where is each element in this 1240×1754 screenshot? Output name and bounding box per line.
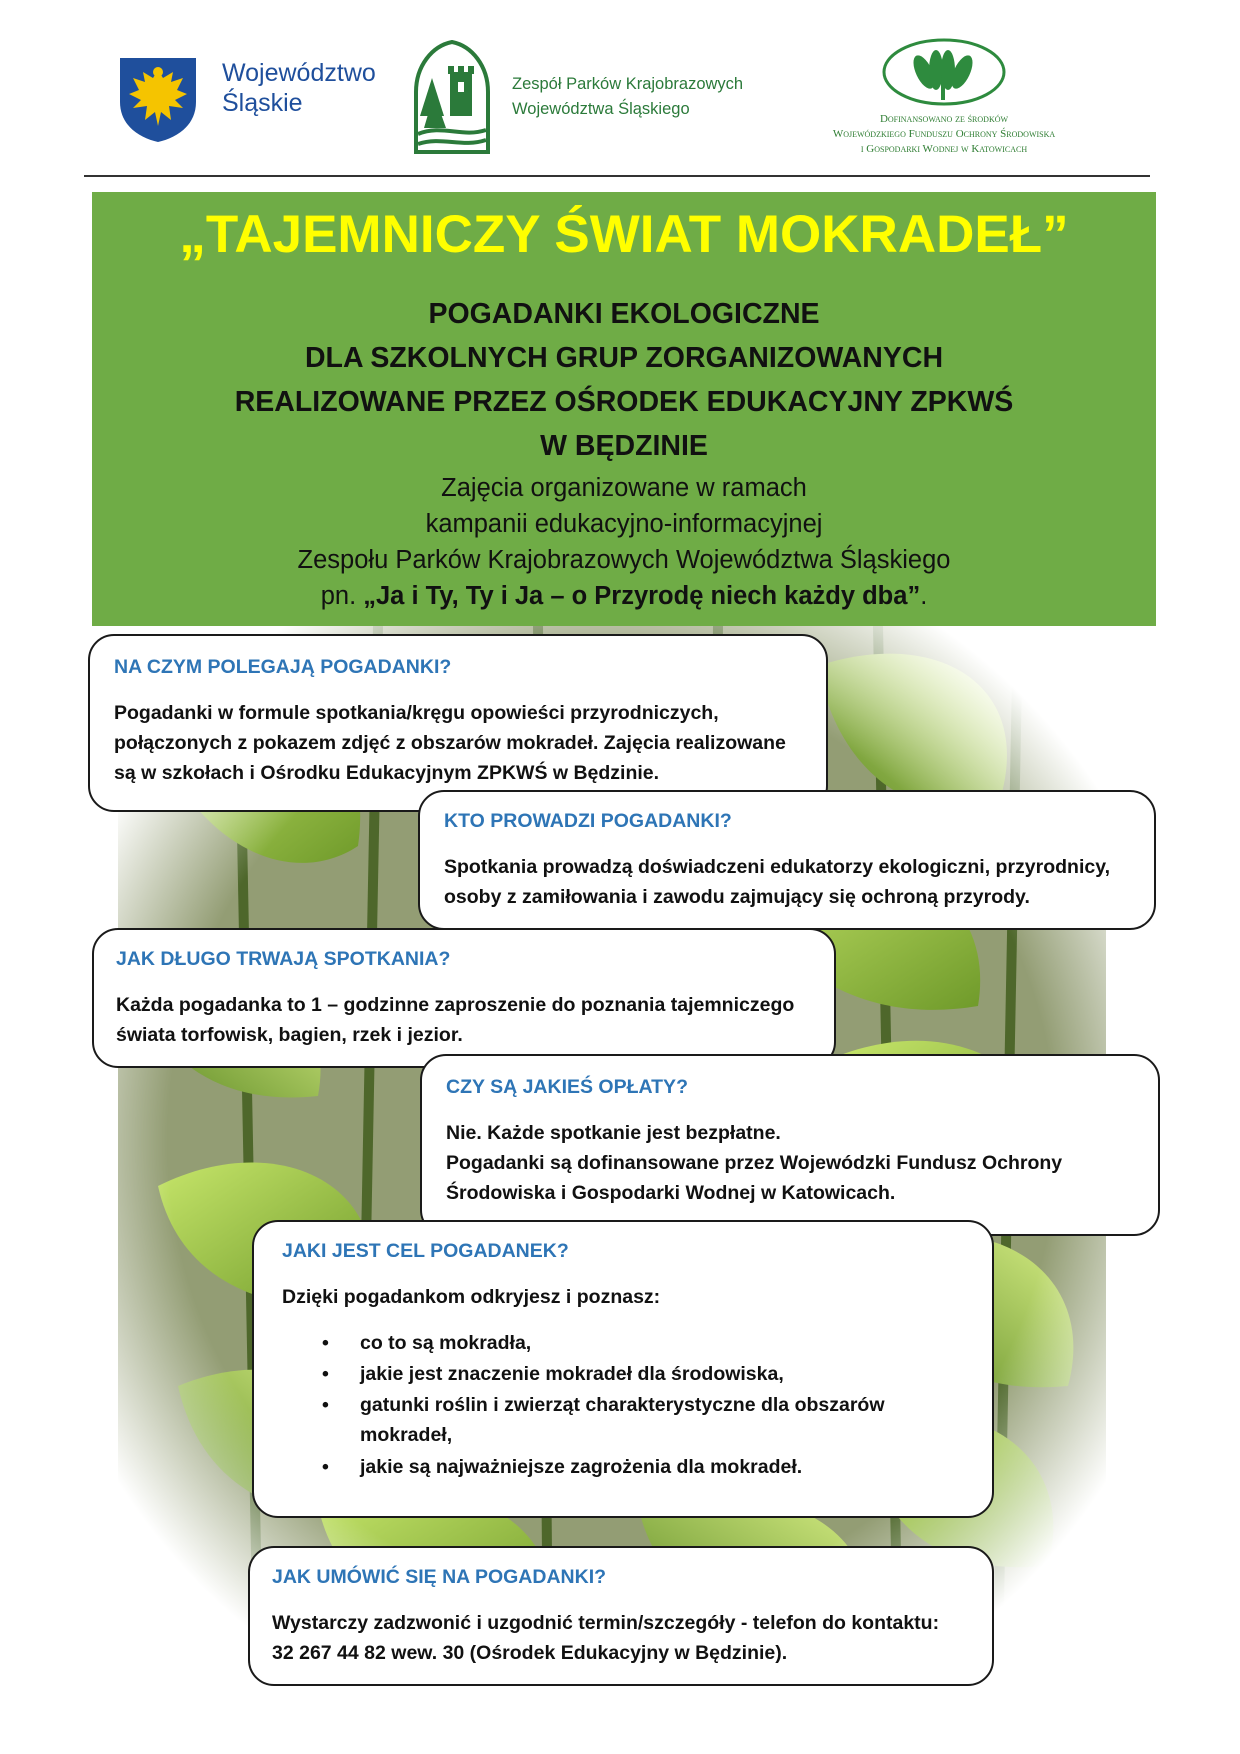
poster-subtitle (92, 292, 1156, 468)
card-line: Każda pogadanka to 1 – godzinne zaproszenie do poznania tajemniczego (116, 994, 795, 1016)
card-heading: JAKI JEST CEL POGADANEK? (282, 1240, 569, 1262)
logo-parks-line1: Zespół Parków Krajobrazowych (512, 75, 744, 93)
card-line: osoby z zamiłowania i zawodu zajmujący się ochroną przyrody. (444, 886, 1030, 908)
goal-text: jakie są najważniejsze zagrożenia dla mokradeł. (360, 1456, 803, 1478)
info-card-contact (248, 1546, 994, 1686)
bullet-icon: • (322, 1394, 329, 1416)
card-body (446, 1118, 1146, 1208)
subtitle-line: W BĘDZINIE (540, 430, 708, 462)
card-line: Nie. Każde spotkanie jest bezpłatne. (446, 1122, 781, 1144)
logo-fund-line3: i Gospodarki Wodnej w Katowicach (860, 143, 1028, 155)
header-divider (84, 175, 1150, 177)
card-heading: JAK DŁUGO TRWAJĄ SPOTKANIA? (116, 948, 451, 970)
campaign-prefix: pn. (320, 582, 364, 610)
logo-voivodeship-line2: Śląskie (222, 89, 303, 117)
poster-title: „TAJEMNICZY ŚWIAT MOKRADEŁ” (179, 205, 1069, 264)
card-line: Środowiska i Gospodarki Wodnej w Katowicach. (446, 1182, 896, 1204)
campaign-suffix: . (920, 582, 928, 610)
leaves-oval-icon (880, 36, 1008, 108)
eagle-coat-of-arms-icon (118, 56, 198, 144)
castle-tower-icon (412, 38, 492, 156)
goal-text: co to są mokradła, (360, 1332, 532, 1354)
card-line: Pogadanki są dofinansowane przez Wojewódzki Fundusz Ochrony (446, 1152, 1063, 1174)
contact-phone-line: 32 267 44 82 wew. 30 (Ośrodek Edukacyjny w Będzinie). (272, 1642, 788, 1664)
logo-fund-line1: Dofinansowano ze środków (879, 113, 1009, 125)
info-card-goals (252, 1220, 994, 1518)
card-intro: Dzięki pogadankom odkryjesz i poznasz: (282, 1286, 661, 1308)
card-line: Wystarczy zadzwonić i uzgodnić termin/szczegóły - telefon do kontaktu: (272, 1612, 940, 1634)
info-card-who (418, 790, 1156, 930)
logo-fund-line2: Wojewódzkiego Funduszu Ochrony Środowiska (832, 128, 1056, 140)
card-line: połączonych z pokazem zdjęć z obszarów mokradeł. Zajęcia realizowane (114, 732, 786, 754)
card-line: Spotkania prowadzą doświadczeni edukatorzy ekologiczni, przyrodnicy, (444, 856, 1111, 878)
card-line: Pogadanki w formule spotkania/kręgu opowieści przyrodniczych, (114, 702, 719, 724)
info-card-fees (420, 1054, 1160, 1236)
card-body (114, 698, 814, 788)
description-line: Zajęcia organizowane w ramach (441, 474, 807, 502)
subtitle-line: REALIZOWANE PRZEZ OŚRODEK EDUKACYJNY ZPKWŚ (234, 386, 1014, 418)
card-line: świata torfowisk, bagien, rzek i jezior. (116, 1024, 463, 1046)
logo-voivodeship-line1: Województwo (222, 59, 376, 87)
bullet-icon: • (322, 1363, 329, 1385)
bullet-icon: • (322, 1456, 329, 1478)
logo-parks-text (512, 72, 743, 122)
bullet-icon: • (322, 1332, 329, 1354)
logo-fund-text (826, 112, 1062, 157)
goal-text: gatunki roślin i zwierząt charakterystyczne dla obszarów mokradeł, (360, 1394, 885, 1446)
description-line: kampanii edukacyjno-informacyjnej (425, 510, 823, 538)
logo-parks-line2: Województwa Śląskiego (512, 100, 690, 118)
card-heading: KTO PROWADZI POGADANKI? (444, 810, 732, 832)
campaign-name: „Ja i Ty, Ty i Ja – o Przyrodę niech każdy dba” (363, 582, 921, 610)
subtitle-line: POGADANKI EKOLOGICZNE (428, 298, 820, 330)
info-card-what (88, 634, 828, 812)
card-heading: CZY SĄ JAKIEŚ OPŁATY? (446, 1076, 688, 1098)
card-heading: JAK UMÓWIĆ SIĘ NA POGADANKI? (272, 1566, 607, 1588)
card-body (444, 852, 1144, 912)
logo-voivodeship-text (222, 58, 376, 118)
card-body (116, 990, 826, 1050)
description-line: Zespołu Parków Krajobrazowych Województwa Śląskiego (297, 546, 951, 574)
campaign-description (92, 470, 1156, 614)
subtitle-line: DLA SZKOLNYCH GRUP ZORGANIZOWANYCH (304, 342, 944, 374)
goal-text: jakie jest znaczenie mokradeł dla środowiska, (360, 1363, 784, 1385)
card-body (272, 1608, 984, 1668)
card-line: są w szkołach i Ośrodku Edukacyjnym ZPKWŚ w Będzinie. (114, 762, 660, 784)
title-banner (92, 192, 1156, 626)
campaign-name-line (92, 578, 1156, 614)
card-heading: NA CZYM POLEGAJĄ POGADANKI? (114, 656, 452, 678)
info-card-duration (92, 928, 836, 1068)
